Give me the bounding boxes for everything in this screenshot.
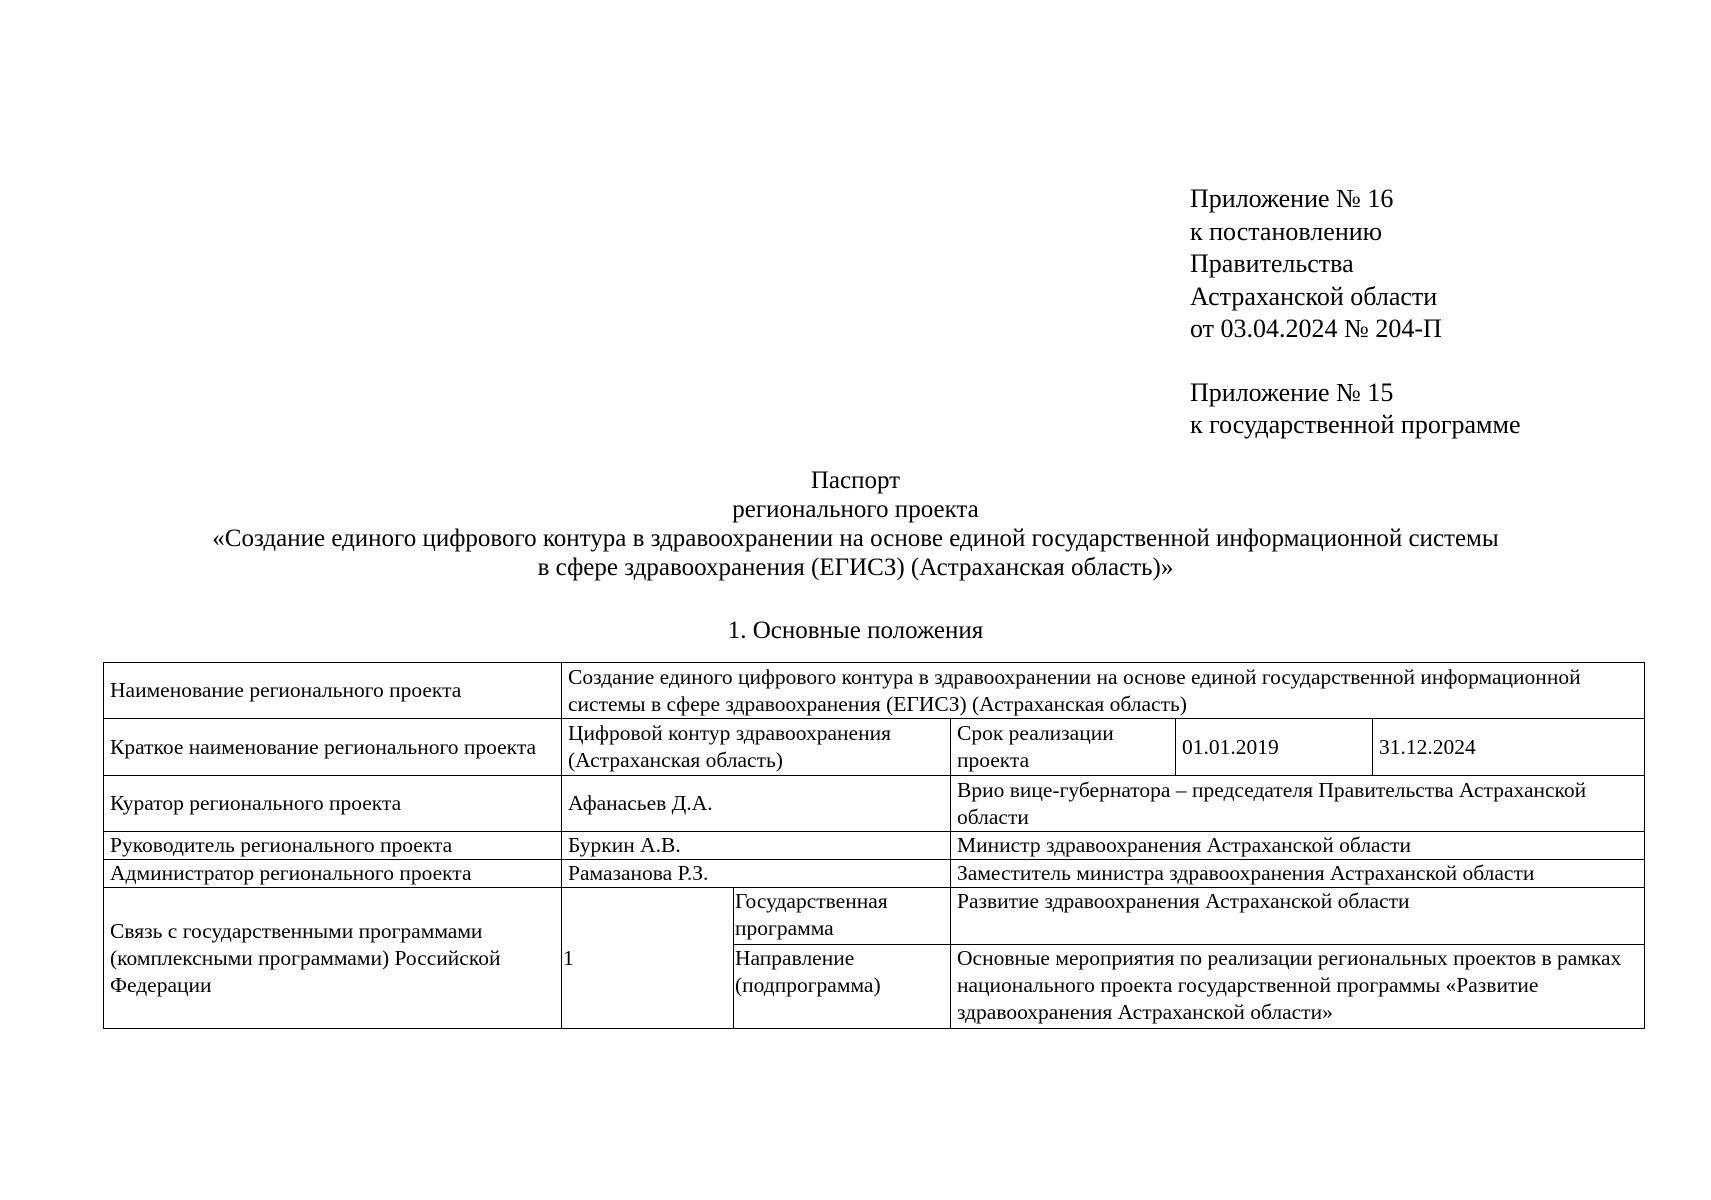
curator-person: Афанасьев Д.А. <box>562 776 951 832</box>
direction-label: Направление (подпрограмма) <box>734 945 951 1029</box>
section-heading: 1. Основные положения <box>727 617 984 644</box>
admin-position: Заместитель министра здравоохранения Астраханской области <box>951 860 1645 888</box>
title-line: «Создание единого цифрового контура в здравоохранении на основе единой государственной информационной системы <box>212 525 1499 552</box>
admin-label: Администратор регионального проекта <box>104 860 562 888</box>
appendix-stamp <box>1190 183 1521 442</box>
short-name-label: Краткое наименование регионального проекта <box>104 719 562 776</box>
appendix-spacer <box>1190 346 1521 377</box>
link-number: 1 <box>562 888 734 1029</box>
project-name-value: Создание единого цифрового контура в здравоохранении на основе единой государственной информационной системы в сфере здравоохранения (ЕГИСЗ) (Астраханская область) <box>562 663 1645 719</box>
program-value: Развитие здравоохранения Астраханской области <box>951 888 1645 945</box>
link-label: Связь с государственными программами (комплексными программами) Российской Федерации <box>104 888 562 1029</box>
short-name-value: Цифровой контур здравоохранения (Астраханская область) <box>562 719 951 776</box>
curator-label: Куратор регионального проекта <box>104 776 562 832</box>
title-line: регионального проекта <box>732 496 979 523</box>
document-title <box>0 466 1711 582</box>
program-label: Государственная программа <box>734 888 951 945</box>
table-row <box>104 663 1645 719</box>
admin-person: Рамазанова Р.З. <box>562 860 951 888</box>
table-row <box>104 860 1645 888</box>
appendix-line: Астраханской области <box>1190 281 1438 311</box>
head-label: Руководитель регионального проекта <box>104 832 562 860</box>
appendix-line: Приложение № 16 <box>1190 184 1394 213</box>
curator-position: Врио вице-губернатора – председателя Правительства Астраханской области <box>951 776 1645 832</box>
appendix-line: от 03.04.2024 № 204-П <box>1190 314 1442 343</box>
appendix-line: к государственной программе <box>1190 410 1521 439</box>
table-row <box>104 719 1645 776</box>
title-line: в сфере здравоохранения (ЕГИСЗ) (Астраханская область)» <box>537 554 1174 581</box>
table-row <box>104 776 1645 832</box>
passport-table <box>103 662 1645 1029</box>
period-label: Срок реализации проекта <box>951 719 1176 776</box>
head-position: Министр здравоохранения Астраханской области <box>951 832 1645 860</box>
period-start: 01.01.2019 <box>1176 719 1373 776</box>
direction-value: Основные мероприятия по реализации региональных проектов в рамках национального проекта государственной программы «Развитие здравоохранения Астраханской области» <box>951 945 1645 1029</box>
title-line: Паспорт <box>810 467 901 494</box>
project-name-label: Наименование регионального проекта <box>104 663 562 719</box>
appendix-line: Приложение № 15 <box>1190 377 1394 407</box>
appendix-line: к постановлению <box>1190 216 1383 246</box>
table-row <box>104 832 1645 860</box>
head-person: Буркин А.В. <box>562 832 951 860</box>
appendix-line: Правительства <box>1190 249 1354 278</box>
table-row <box>104 888 1645 945</box>
period-end: 31.12.2024 <box>1373 719 1645 776</box>
